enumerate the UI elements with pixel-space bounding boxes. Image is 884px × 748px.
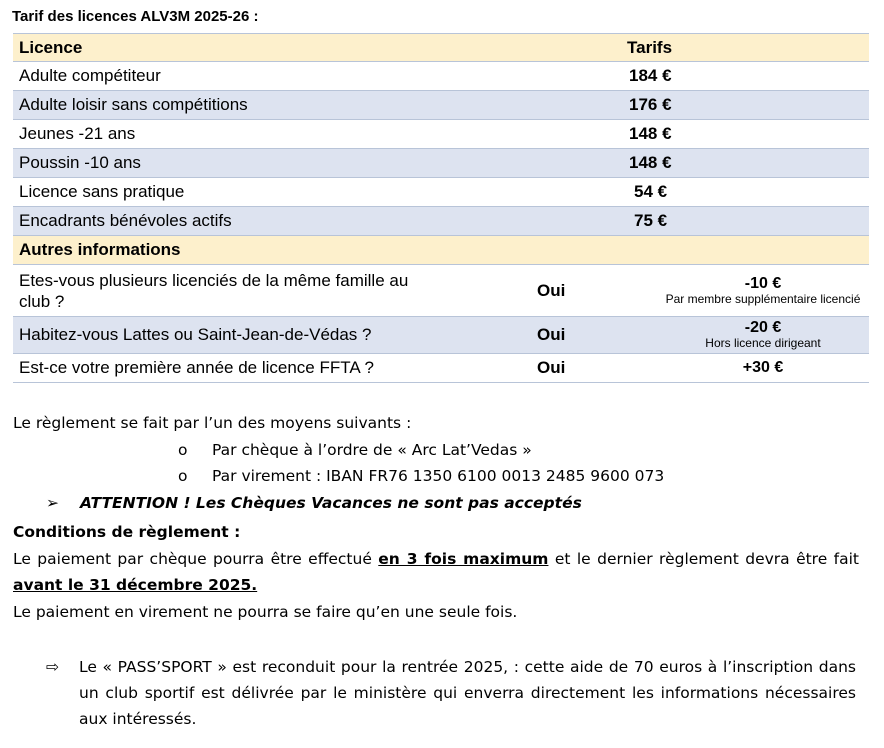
info-reduction <box>651 265 869 317</box>
other-info-title: Autres informations <box>13 236 869 265</box>
licence-price: 148 € <box>531 120 869 149</box>
reduction-note: Hors licence dirigeant <box>705 336 821 351</box>
info-answer: Oui <box>531 265 651 317</box>
reduction-amount: -20 € <box>744 319 782 337</box>
passsport-item <box>46 654 856 732</box>
conditions-emphasis: avant le 31 décembre 2025. <box>13 576 258 594</box>
info-reduction <box>651 317 869 354</box>
page-title: Tarif des licences ALV3M 2025-26 : <box>12 8 259 25</box>
licence-label: Licence sans pratique <box>13 178 531 207</box>
table-row <box>13 317 869 354</box>
conditions-paragraph <box>13 546 859 598</box>
reduction-note: Par membre supplémentaire licencié <box>665 291 861 306</box>
info-reduction <box>651 354 869 383</box>
licence-price: 176 € <box>531 91 869 120</box>
info-question: Habitez-vous Lattes ou Saint-Jean-de-Védas ? <box>13 317 531 354</box>
licence-label: Adulte compétiteur <box>13 62 531 91</box>
table-row <box>13 265 869 317</box>
table-row <box>13 207 869 236</box>
payment-method-item <box>178 441 532 459</box>
licence-price: 75 € <box>531 207 869 236</box>
conditions-heading: Conditions de règlement : <box>13 523 241 541</box>
licence-price: 54 € <box>531 178 869 207</box>
licence-label: Jeunes -21 ans <box>13 120 531 149</box>
table-row <box>13 62 869 91</box>
circle-bullet-icon: o <box>178 441 188 459</box>
table-row <box>13 149 869 178</box>
conditions-text: Le paiement par chèque pourra être effectué <box>13 550 379 568</box>
conditions-text: et le dernier règlement devra être fait <box>548 550 859 568</box>
passsport-text: Le « PASS’SPORT » est reconduit pour la rentrée 2025, : cette aide de 70 euros à l’inscription dans un club sportif est délivrée par le ministère qui enverra directement les informations nécessaires aux intéressés. <box>79 658 856 728</box>
circle-bullet-icon: o <box>178 467 188 485</box>
licence-price: 184 € <box>531 62 869 91</box>
col-tarifs: Tarifs <box>531 34 869 62</box>
payment-method-text: Par virement : IBAN FR76 1350 6100 0013 2485 9600 073 <box>212 467 665 485</box>
info-answer: Oui <box>531 354 651 383</box>
reduction-amount: +30 € <box>742 358 784 376</box>
reduction-amount: -10 € <box>744 274 782 292</box>
arrow-bullet-icon: ➢ <box>46 494 59 512</box>
licence-price: 148 € <box>531 149 869 178</box>
attention-text: ATTENTION ! Les Chèques Vacances ne sont pas acceptés <box>80 494 582 512</box>
info-question: Etes-vous plusieurs licenciés de la même famille au club ? <box>13 265 531 317</box>
table-header <box>13 34 869 62</box>
payment-method-text: Par chèque à l’ordre de « Arc Lat’Vedas » <box>212 441 532 459</box>
transfer-note: Le paiement en virement ne pourra se faire qu’en une seule fois. <box>13 603 518 621</box>
table-row <box>13 354 869 383</box>
arrow-bullet-icon: ⇨ <box>46 658 59 676</box>
other-info-header <box>13 236 869 265</box>
table-row <box>13 91 869 120</box>
licence-label: Encadrants bénévoles actifs <box>13 207 531 236</box>
table-row <box>13 178 869 207</box>
licence-label: Adulte loisir sans compétitions <box>13 91 531 120</box>
table-row <box>13 120 869 149</box>
payment-intro: Le règlement se fait par l’un des moyens suivants : <box>13 414 412 432</box>
licence-label: Poussin -10 ans <box>13 149 531 178</box>
payment-method-item <box>178 467 664 485</box>
conditions-emphasis: en 3 fois maximum <box>378 550 549 568</box>
tarifs-table <box>13 33 869 383</box>
attention-item <box>46 494 582 512</box>
info-answer: Oui <box>531 317 651 354</box>
col-licence: Licence <box>13 34 531 62</box>
info-question: Est-ce votre première année de licence FFTA ? <box>13 354 531 383</box>
